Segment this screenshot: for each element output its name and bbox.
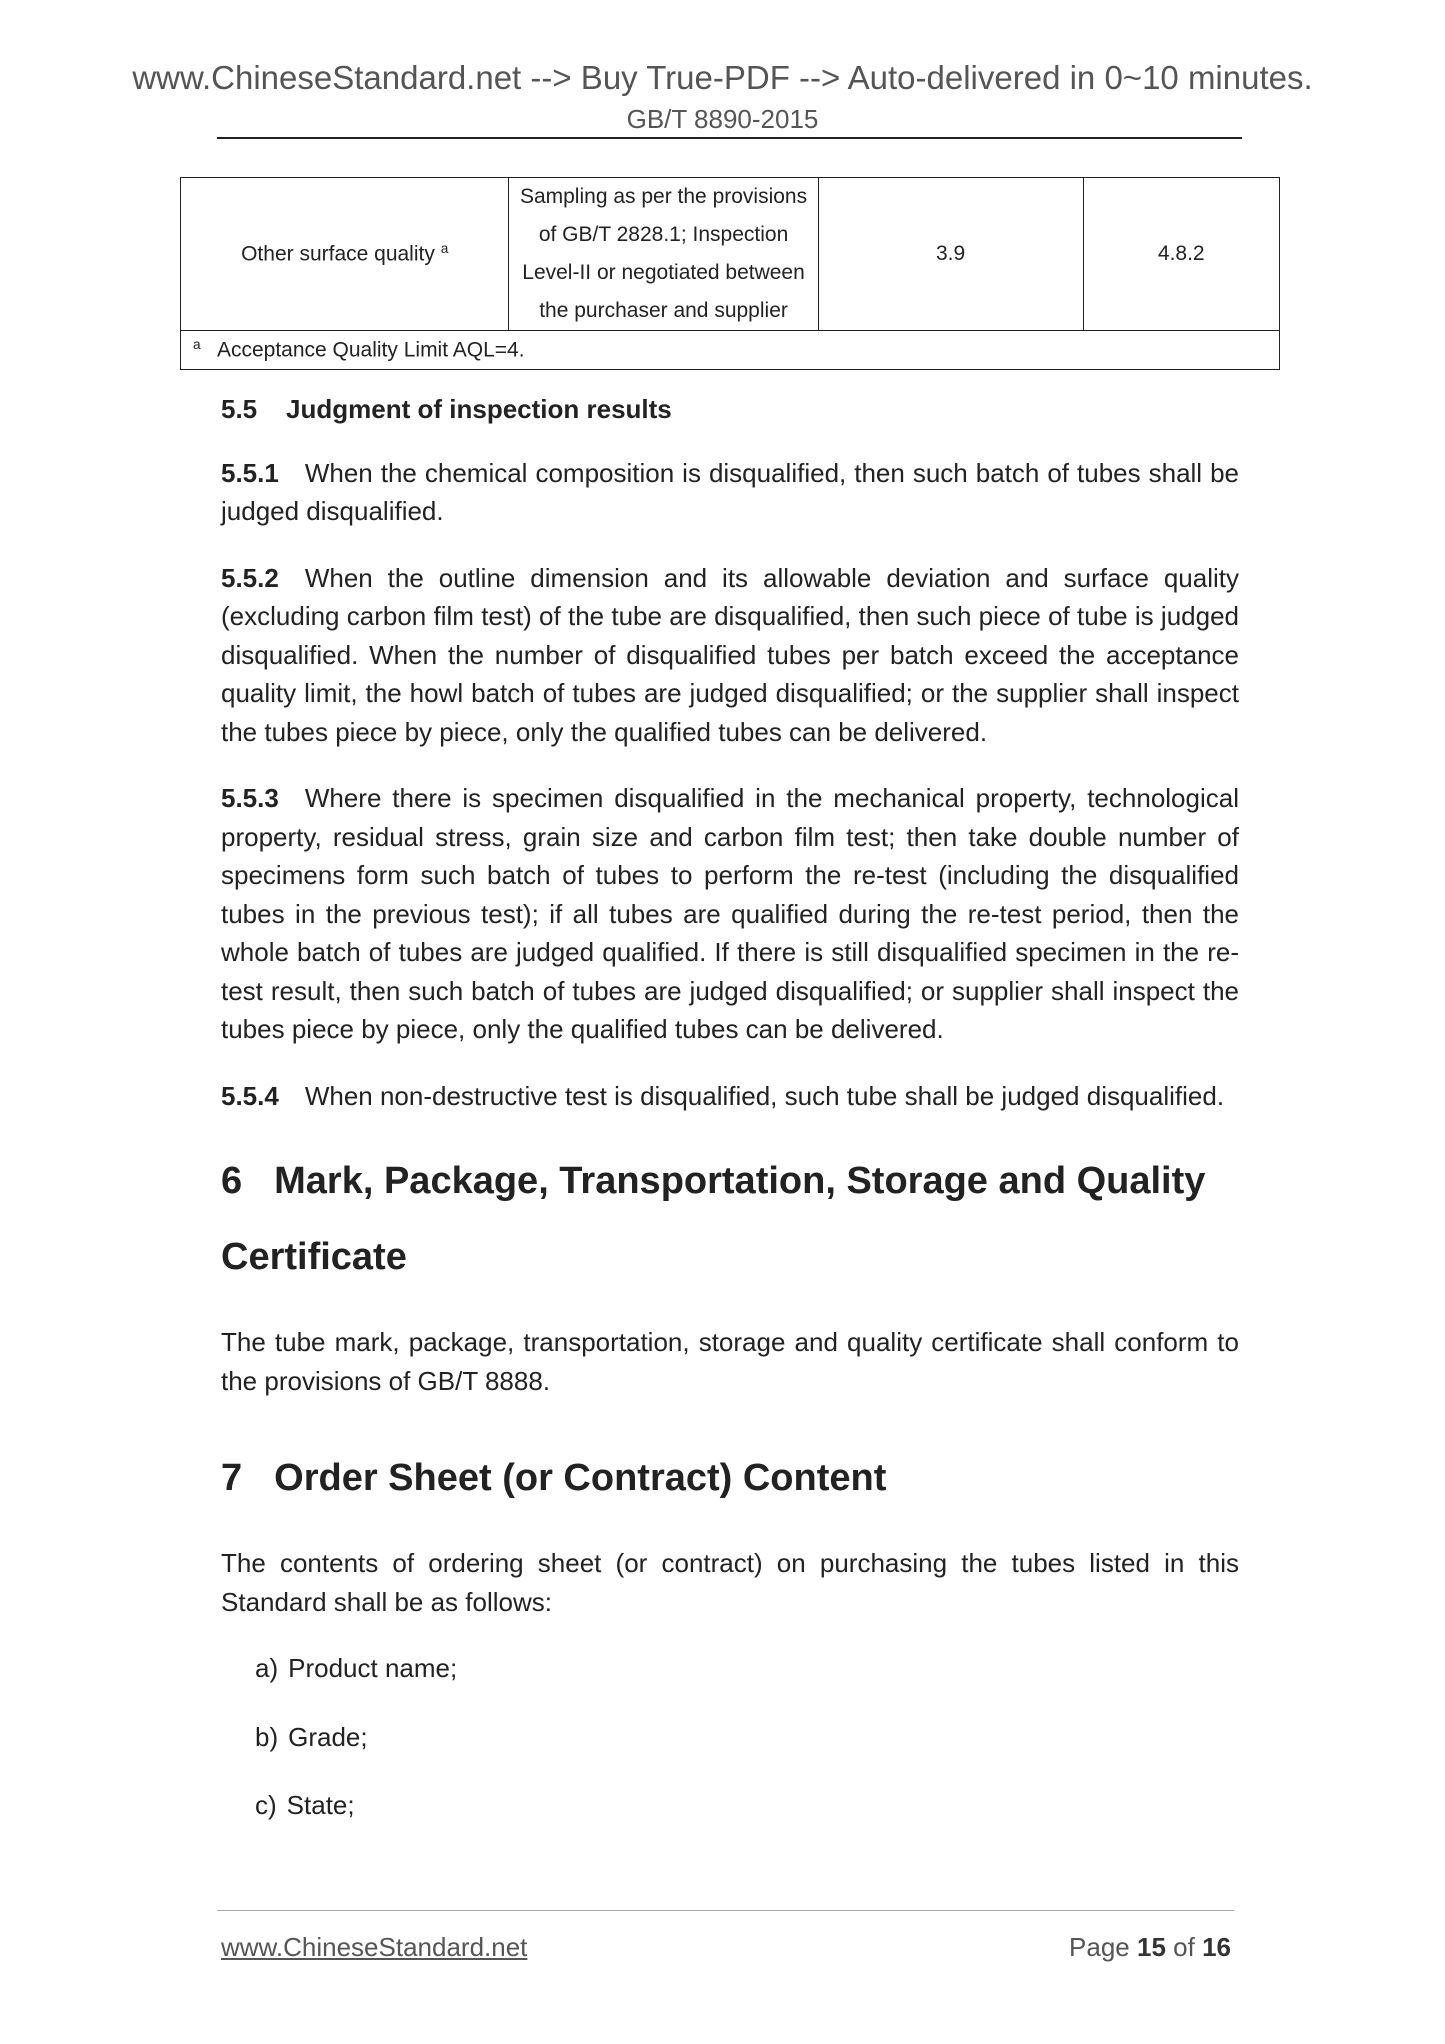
clause-5-5-2 (221, 559, 1239, 752)
sampling-line: of GB/T 2828.1; Inspection (538, 223, 789, 246)
list-text: Grade; (288, 1721, 368, 1752)
clause-text: Where there is specimen disqualified in the mechanical property, technological property, residual stress, grain size and carbon film test; then take double number of specimens form such batch of tubes to perform the re-test (including the disqualified tubes in the previous test); if all tubes are qualified during the re-test period, then the whole batch of tubes are judged qualified. If there is still disqualified specimen in the re-test result, then such batch of tubes are judged disqualified; or supplier shall inspect the tubes piece by piece, only the qualified tubes can be delivered. (221, 783, 1239, 1044)
list-label: b) (255, 1721, 279, 1752)
section-heading-6 (221, 1143, 1239, 1295)
clause-5-5-3 (221, 779, 1239, 1049)
item-label: Other surface quality (241, 242, 435, 266)
list-text: State; (286, 1790, 355, 1820)
list-text: Product name; (288, 1653, 458, 1683)
standard-id: GB/T 8890-2015 (626, 104, 819, 134)
page-indicator (1069, 1932, 1231, 1963)
footnote-text: Acceptance Quality Limit AQL=4. (216, 338, 525, 362)
section-7-body: The contents of ordering sheet (or contract) on purchasing the tubes listed in this Standard shall be as follows: (221, 1548, 1239, 1617)
clause-number: 5.5.3 (221, 783, 279, 813)
section-6-body: The tube mark, package, transportation, storage and quality certificate shall conform to the provisions of GB/T 8888. (221, 1327, 1239, 1396)
clause-text: When the chemical composition is disqualified, then such batch of tubes shall be judged disqualified. (221, 457, 1239, 526)
table-cell-method: 4.8.2 (1083, 178, 1279, 331)
page-prefix: Page (1069, 1932, 1130, 1962)
section-title: Mark, Package, Transportation, Storage and Quality Certificate (221, 1160, 1206, 1278)
section-heading-5-5: 5.5 Judgment of inspection results (221, 394, 672, 424)
section-number: 6 (221, 1160, 243, 1202)
list-item (255, 1786, 1239, 1825)
clause-number: 5.5.2 (221, 562, 279, 593)
clause-5-5-4 (221, 1077, 1239, 1116)
page-current: 15 (1137, 1932, 1166, 1962)
footnote-mark: a (440, 241, 449, 257)
page-total: 16 (1202, 1932, 1231, 1962)
list-item (255, 1649, 1239, 1688)
footnote-mark: a (193, 337, 201, 353)
clause-number: 5.5.1 (221, 457, 279, 488)
list-label: c) (255, 1790, 277, 1820)
table-row (181, 178, 1280, 331)
list-item (255, 1718, 1239, 1757)
sampling-line: Sampling as per the provisions (519, 185, 808, 208)
clause-text: When the outline dimension and its allowable deviation and surface quality (excluding carbon film test) of the tube are disqualified, then such piece of tube is judged disqualified. When the number of disqualified tubes per batch exceed the acceptance quality limit, the howl batch of tubes are judged disqualified; or the supplier shall inspect the tubes piece by piece, only the qualified tubes can be delivered. (221, 562, 1239, 747)
clause-text: When non-destructive test is disqualified, such tube shall be judged disqualified. (304, 1080, 1225, 1111)
header-banner: www.ChineseStandard.net --> Buy True-PDF --> Auto-delivered in 0~10 minutes. (132, 59, 1313, 96)
table-footnote (181, 331, 1280, 370)
list-label: a) (255, 1653, 279, 1683)
footer-rule (217, 1910, 1234, 1911)
table-footnote-row (181, 331, 1280, 370)
sampling-line: Level-II or negotiated between (522, 261, 805, 284)
clause-5-5-1 (221, 454, 1239, 531)
table-cell-item (181, 178, 509, 331)
document-body (221, 390, 1239, 1855)
inspection-table (180, 177, 1280, 370)
page-of: of (1173, 1932, 1195, 1962)
table-cell-sampling (509, 178, 818, 331)
clause-number: 5.5.4 (221, 1080, 279, 1111)
section-heading-7 (221, 1440, 1239, 1516)
section-title: Order Sheet (or Contract) Content (274, 1457, 887, 1499)
section-number: 7 (221, 1457, 243, 1499)
footer-site-link[interactable]: www.ChineseStandard.net (221, 1932, 528, 1962)
table-cell-requirement: 3.9 (818, 178, 1083, 331)
sampling-line: the purchaser and supplier (539, 299, 788, 322)
header-rule (217, 137, 1242, 139)
